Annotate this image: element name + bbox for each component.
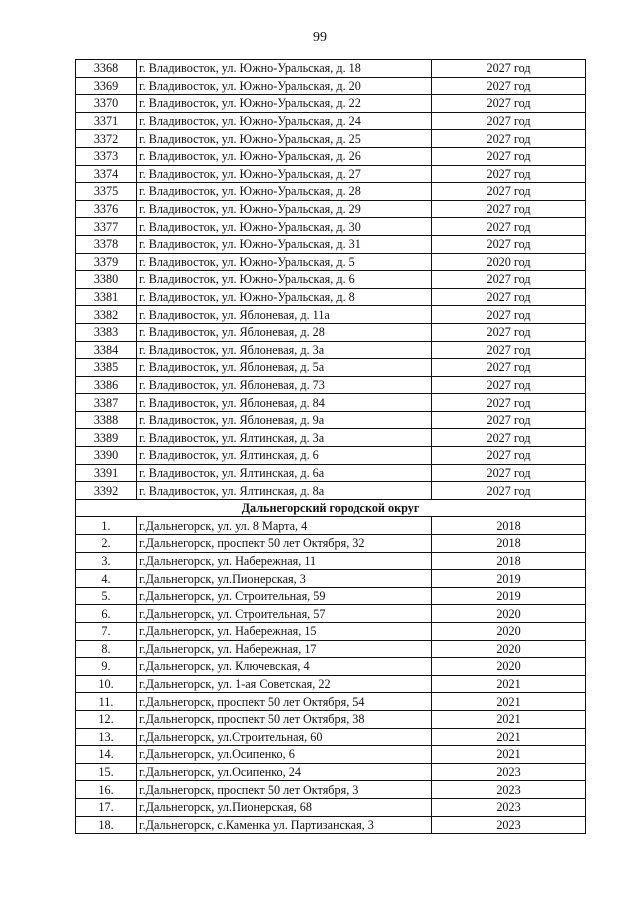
row-address: г.Дальнегорск, ул. ул. 8 Марта, 4 [137, 517, 432, 535]
row-address: г. Владивосток, ул. Яблоневая, д. 28 [137, 323, 432, 341]
row-number: 3. [76, 552, 137, 570]
row-year: 2021 [432, 693, 586, 711]
row-year: 2027 год [432, 130, 586, 148]
table-row [76, 376, 586, 394]
row-address: г.Дальнегорск, ул. Набережная, 17 [137, 640, 432, 658]
row-address: г. Владивосток, ул. Южно-Уральская, д. 5 [137, 253, 432, 271]
table-row [76, 95, 586, 113]
row-number: 10. [76, 675, 137, 693]
row-number: 3375 [76, 183, 137, 201]
row-number: 15. [76, 763, 137, 781]
table-row [76, 147, 586, 165]
row-year: 2021 [432, 710, 586, 728]
row-year: 2027 год [432, 165, 586, 183]
row-year: 2023 [432, 781, 586, 799]
row-number: 16. [76, 781, 137, 799]
row-year: 2021 [432, 728, 586, 746]
table-row [76, 394, 586, 412]
row-year: 2023 [432, 798, 586, 816]
row-number: 3378 [76, 235, 137, 253]
table-row [76, 675, 586, 693]
table-row [76, 552, 586, 570]
section-header-row [76, 499, 586, 517]
table-row [76, 112, 586, 130]
row-year: 2021 [432, 675, 586, 693]
row-address: г. Владивосток, ул. Южно-Уральская, д. 24 [137, 112, 432, 130]
row-address: г. Владивосток, ул. Яблоневая, д. 5а [137, 359, 432, 377]
row-year: 2027 год [432, 359, 586, 377]
row-year: 2027 год [432, 200, 586, 218]
row-number: 18. [76, 816, 137, 834]
table-row [76, 341, 586, 359]
row-number: 5. [76, 587, 137, 605]
table-row [76, 77, 586, 95]
row-address: г. Владивосток, ул. Южно-Уральская, д. 28 [137, 183, 432, 201]
row-address: г. Владивосток, ул. Яблоневая, д. 3а [137, 341, 432, 359]
row-number: 3389 [76, 429, 137, 447]
row-year: 2027 год [432, 447, 586, 465]
table-row [76, 798, 586, 816]
row-address: г.Дальнегорск, проспект 50 лет Октября, 54 [137, 693, 432, 711]
row-number: 3372 [76, 130, 137, 148]
row-address: г. Владивосток, ул. Яблоневая, д. 11а [137, 306, 432, 324]
row-address: г. Владивосток, ул. Южно-Уральская, д. 31 [137, 235, 432, 253]
row-address: г.Дальнегорск, ул.Осипенко, 24 [137, 763, 432, 781]
row-year: 2020 год [432, 253, 586, 271]
row-address: г. Владивосток, ул. Яблоневая, д. 73 [137, 376, 432, 394]
row-address: г. Владивосток, ул. Южно-Уральская, д. 18 [137, 60, 432, 78]
row-address: г.Дальнегорск, ул.Осипенко, 6 [137, 746, 432, 764]
row-number: 11. [76, 693, 137, 711]
row-year: 2020 [432, 640, 586, 658]
table-row [76, 570, 586, 588]
table-row [76, 429, 586, 447]
row-number: 3382 [76, 306, 137, 324]
table-row [76, 288, 586, 306]
row-year: 2027 год [432, 394, 586, 412]
row-number: 3377 [76, 218, 137, 236]
table-row [76, 658, 586, 676]
row-year: 2027 год [432, 183, 586, 201]
row-number: 3369 [76, 77, 137, 95]
row-year: 2019 [432, 587, 586, 605]
row-number: 3381 [76, 288, 137, 306]
table-row [76, 763, 586, 781]
row-number: 7. [76, 623, 137, 641]
row-number: 3380 [76, 271, 137, 289]
row-number: 13. [76, 728, 137, 746]
vladivostok-rows [76, 60, 586, 500]
row-address: г.Дальнегорск, проспект 50 лет Октября, 38 [137, 710, 432, 728]
row-address: г. Владивосток, ул. Южно-Уральская, д. 25 [137, 130, 432, 148]
table-row [76, 183, 586, 201]
row-year: 2027 год [432, 218, 586, 236]
table-row [76, 587, 586, 605]
row-number: 4. [76, 570, 137, 588]
table-row [76, 710, 586, 728]
row-year: 2027 год [432, 60, 586, 78]
table-row [76, 517, 586, 535]
row-address: г.Дальнегорск, проспект 50 лет Октября, 3 [137, 781, 432, 799]
row-year: 2027 год [432, 341, 586, 359]
table-row [76, 746, 586, 764]
row-number: 14. [76, 746, 137, 764]
row-number: 17. [76, 798, 137, 816]
row-address: г.Дальнегорск, проспект 50 лет Октября, 32 [137, 535, 432, 553]
row-address: г.Дальнегорск, ул. Строительная, 59 [137, 587, 432, 605]
row-year: 2027 год [432, 411, 586, 429]
row-number: 3388 [76, 411, 137, 429]
row-number: 3392 [76, 482, 137, 500]
row-address: г. Владивосток, ул. Южно-Уральская, д. 22 [137, 95, 432, 113]
row-year: 2027 год [432, 323, 586, 341]
row-number: 3370 [76, 95, 137, 113]
row-address: г. Владивосток, ул. Ялтинская, д. 3а [137, 429, 432, 447]
row-number: 2. [76, 535, 137, 553]
table-row [76, 130, 586, 148]
row-number: 3384 [76, 341, 137, 359]
row-number: 3374 [76, 165, 137, 183]
row-year: 2027 год [432, 288, 586, 306]
row-address: г. Владивосток, ул. Ялтинская, д. 6а [137, 464, 432, 482]
row-year: 2027 год [432, 429, 586, 447]
table-row [76, 535, 586, 553]
row-address: г. Владивосток, ул. Южно-Уральская, д. 30 [137, 218, 432, 236]
table-row [76, 464, 586, 482]
table-row [76, 640, 586, 658]
row-year: 2018 [432, 535, 586, 553]
row-address: г.Дальнегорск, ул. Строительная, 57 [137, 605, 432, 623]
table-row [76, 253, 586, 271]
housing-table [75, 59, 586, 834]
row-number: 1. [76, 517, 137, 535]
row-year: 2027 год [432, 112, 586, 130]
row-year: 2027 год [432, 464, 586, 482]
row-year: 2027 год [432, 306, 586, 324]
row-year: 2018 [432, 517, 586, 535]
row-year: 2023 [432, 816, 586, 834]
row-year: 2027 год [432, 482, 586, 500]
row-address: г. Владивосток, ул. Ялтинская, д. 8а [137, 482, 432, 500]
row-address: г. Владивосток, ул. Яблоневая, д. 84 [137, 394, 432, 412]
row-address: г.Дальнегорск, ул. Набережная, 11 [137, 552, 432, 570]
row-address: г.Дальнегорск, с.Каменка ул. Партизанская, 3 [137, 816, 432, 834]
row-address: г.Дальнегорск, ул. Ключевская, 4 [137, 658, 432, 676]
row-number: 3386 [76, 376, 137, 394]
table-row [76, 781, 586, 799]
row-address: г. Владивосток, ул. Южно-Уральская, д. 20 [137, 77, 432, 95]
table-row [76, 165, 586, 183]
row-address: г.Дальнегорск, ул.Строительная, 60 [137, 728, 432, 746]
row-address: г. Владивосток, ул. Яблоневая, д. 9а [137, 411, 432, 429]
row-address: г. Владивосток, ул. Южно-Уральская, д. 27 [137, 165, 432, 183]
row-address: г.Дальнегорск, ул.Пионерская, 3 [137, 570, 432, 588]
row-number: 3376 [76, 200, 137, 218]
row-year: 2027 год [432, 271, 586, 289]
table-row [76, 605, 586, 623]
row-number: 3387 [76, 394, 137, 412]
row-year: 2027 год [432, 77, 586, 95]
row-year: 2020 [432, 623, 586, 641]
row-year: 2027 год [432, 147, 586, 165]
table-row [76, 200, 586, 218]
table-row [76, 816, 586, 834]
table-row [76, 482, 586, 500]
row-year: 2020 [432, 658, 586, 676]
row-address: г. Владивосток, ул. Южно-Уральская, д. 6 [137, 271, 432, 289]
row-year: 2027 год [432, 376, 586, 394]
row-year: 2027 год [432, 235, 586, 253]
row-address: г. Владивосток, ул. Южно-Уральская, д. 29 [137, 200, 432, 218]
row-number: 3379 [76, 253, 137, 271]
row-number: 3391 [76, 464, 137, 482]
section-header-group [76, 499, 586, 517]
row-number: 3371 [76, 112, 137, 130]
table-row [76, 60, 586, 78]
row-number: 6. [76, 605, 137, 623]
table-row [76, 693, 586, 711]
table-row [76, 447, 586, 465]
page-number: 99 [313, 30, 327, 45]
table-row [76, 359, 586, 377]
row-year: 2027 год [432, 95, 586, 113]
row-address: г.Дальнегорск, ул. Набережная, 15 [137, 623, 432, 641]
row-number: 3385 [76, 359, 137, 377]
row-number: 3368 [76, 60, 137, 78]
row-year: 2020 [432, 605, 586, 623]
row-number: 8. [76, 640, 137, 658]
row-year: 2023 [432, 763, 586, 781]
row-address: г. Владивосток, ул. Южно-Уральская, д. 26 [137, 147, 432, 165]
row-number: 9. [76, 658, 137, 676]
row-year: 2021 [432, 746, 586, 764]
row-address: г.Дальнегорск, ул. 1-ая Советская, 22 [137, 675, 432, 693]
table-row [76, 728, 586, 746]
table-row [76, 411, 586, 429]
dalnegorsk-rows [76, 517, 586, 834]
table-row [76, 218, 586, 236]
section-title: Дальнегорский городской округ [76, 499, 586, 517]
row-number: 3373 [76, 147, 137, 165]
row-address: г.Дальнегорск, ул.Пионерская, 68 [137, 798, 432, 816]
table-row [76, 323, 586, 341]
row-address: г. Владивосток, ул. Южно-Уральская, д. 8 [137, 288, 432, 306]
row-number: 3390 [76, 447, 137, 465]
row-year: 2019 [432, 570, 586, 588]
row-address: г. Владивосток, ул. Ялтинская, д. 6 [137, 447, 432, 465]
table-row [76, 306, 586, 324]
row-year: 2018 [432, 552, 586, 570]
table-row [76, 235, 586, 253]
row-number: 12. [76, 710, 137, 728]
table-row [76, 271, 586, 289]
table-row [76, 623, 586, 641]
row-number: 3383 [76, 323, 137, 341]
